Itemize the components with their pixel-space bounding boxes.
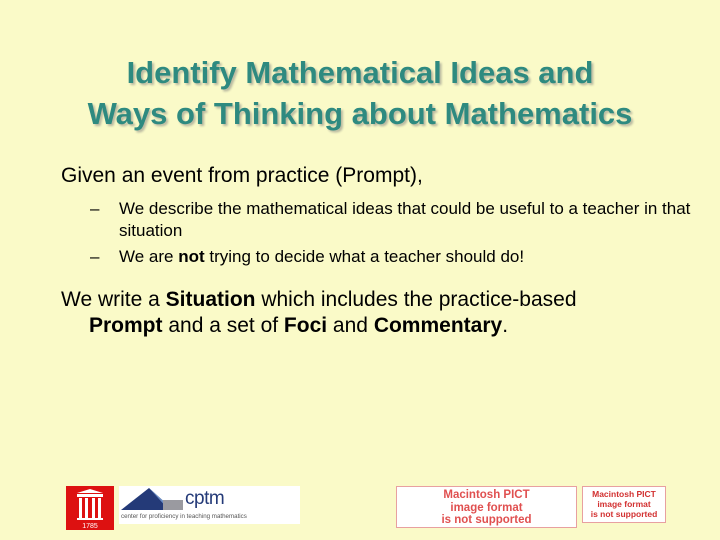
bullet-continuation <box>61 313 701 339</box>
sub-bullet-text-c: trying to decide what a teacher should do! <box>204 247 525 266</box>
sub-bullets <box>61 198 701 268</box>
pict-line: is not supported <box>590 509 658 519</box>
sub-bullet-emphasis-not: not <box>178 247 205 266</box>
bullet-text-g: and <box>327 314 374 337</box>
pict-line: image format <box>597 499 651 509</box>
dash-marker: – <box>90 247 100 266</box>
sub-bullet-describe-ideas <box>61 198 701 242</box>
sub-bullet-text-a: We are <box>119 247 179 266</box>
pict-line: Macintosh PICT <box>592 489 656 499</box>
cptm-mountain-icon <box>119 486 185 512</box>
bullet-write-situation <box>61 287 701 339</box>
slide-title-line-2: Ways of Thinking about Mathematics <box>87 96 633 131</box>
pict-placeholder-image-2 <box>582 486 666 523</box>
emphasis-prompt: Prompt <box>89 314 163 337</box>
bullet-given-event: Given an event from practice (Prompt), <box>61 164 423 187</box>
dash-marker: – <box>90 199 100 218</box>
bullet-text-e: and a set of <box>162 314 284 337</box>
pict-line: image format <box>450 501 523 514</box>
emphasis-situation: Situation <box>165 288 256 311</box>
pict-line: Macintosh PICT <box>443 489 530 501</box>
slide-body <box>61 163 701 339</box>
uga-year-text: 1785 <box>82 523 98 530</box>
bullet-text-i: . <box>502 314 509 337</box>
slide-title <box>0 52 720 134</box>
emphasis-foci: Foci <box>283 314 328 337</box>
cptm-subtitle: center for proficiency in teaching mathematics <box>121 513 247 520</box>
arch-icon <box>66 486 114 530</box>
cptm-logo <box>119 486 300 524</box>
emphasis-commentary: Commentary <box>373 314 503 337</box>
sub-bullet-not-deciding <box>61 246 701 268</box>
slide-title-line-1: Identify Mathematical Ideas and <box>126 55 594 90</box>
uga-arch-logo <box>66 486 114 530</box>
sub-bullet-text: We describe the mathematical ideas that could be useful to a teacher in that situation <box>119 199 691 240</box>
pict-line: is not supported <box>441 514 532 526</box>
bullet-text-c: which includes the practice-based <box>255 288 577 311</box>
pict-placeholder-image-1 <box>396 486 577 528</box>
cptm-wordmark: cptm <box>185 488 225 509</box>
bullet-text-a: We write a <box>61 288 166 311</box>
